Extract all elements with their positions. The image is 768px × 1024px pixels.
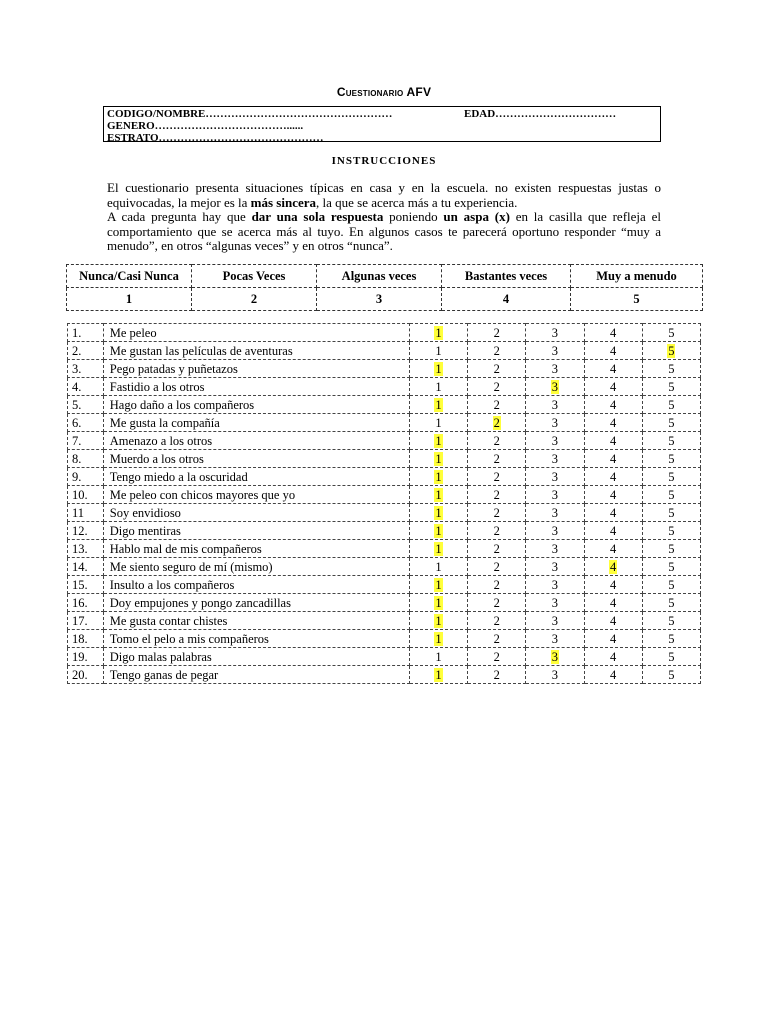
answer-option-2[interactable] xyxy=(468,630,526,648)
scale-labels-row xyxy=(67,265,703,288)
answer-option-label: 4 xyxy=(610,415,617,430)
answer-option-label: 1 xyxy=(435,379,442,394)
answer-option-label: 2 xyxy=(493,487,500,502)
item-statement: Me peleo con chicos mayores que yo xyxy=(103,486,409,504)
answer-option-1[interactable] xyxy=(409,522,467,540)
item-row xyxy=(68,504,701,522)
answer-option-4[interactable] xyxy=(584,414,642,432)
answer-option-label: 1 xyxy=(435,649,442,664)
answer-option-2[interactable] xyxy=(468,360,526,378)
answer-option-label: 2 xyxy=(493,523,500,538)
answer-option-4[interactable] xyxy=(584,432,642,450)
answer-option-label: 2 xyxy=(493,325,500,340)
answer-option-2[interactable] xyxy=(468,432,526,450)
answer-option-label: 3 xyxy=(551,487,559,502)
answer-option-label: 5 xyxy=(668,469,675,484)
answer-option-label: 1 xyxy=(435,559,442,574)
answer-option-3[interactable] xyxy=(526,342,584,360)
answer-option-4[interactable] xyxy=(584,576,642,594)
item-number: 20. xyxy=(68,666,104,684)
answer-option-5[interactable] xyxy=(642,324,700,342)
answer-option-5[interactable] xyxy=(642,378,700,396)
answer-option-label: 5 xyxy=(668,325,675,340)
answer-option-label: 4 xyxy=(610,469,617,484)
item-row xyxy=(68,414,701,432)
item-row xyxy=(68,486,701,504)
answer-option-5[interactable] xyxy=(642,648,700,666)
answer-option-3[interactable] xyxy=(526,594,584,612)
answer-option-label: 3 xyxy=(551,577,559,592)
selected-answer-mark: 1 xyxy=(435,325,442,340)
item-row xyxy=(68,558,701,576)
answer-option-3[interactable] xyxy=(526,576,584,594)
answer-option-label: 3 xyxy=(551,415,559,430)
item-row xyxy=(68,666,701,684)
answer-option-label: 3 xyxy=(551,433,559,448)
selected-answer-mark: 1 xyxy=(435,433,442,448)
item-number: 15. xyxy=(68,576,104,594)
item-statement: Hablo mal de mis compañeros xyxy=(103,540,409,558)
answer-option-label: 5 xyxy=(668,577,675,592)
answer-option-3[interactable] xyxy=(526,396,584,414)
answer-option-1[interactable] xyxy=(409,342,467,360)
answer-option-2[interactable] xyxy=(468,504,526,522)
answer-option-label: 3 xyxy=(551,397,559,412)
instructions-text xyxy=(107,181,661,254)
selected-answer-mark: 1 xyxy=(435,397,442,412)
answer-option-4[interactable] xyxy=(584,540,642,558)
answer-option-label: 3 xyxy=(551,325,559,340)
answer-option-5[interactable] xyxy=(642,522,700,540)
item-number: 8. xyxy=(68,450,104,468)
selected-answer-mark: 1 xyxy=(435,523,442,538)
item-row xyxy=(68,396,701,414)
answer-option-label: 5 xyxy=(668,451,675,466)
answer-option-label: 4 xyxy=(610,505,617,520)
answer-option-label: 4 xyxy=(610,595,617,610)
item-statement: Fastidio a los otros xyxy=(103,378,409,396)
answer-option-2[interactable] xyxy=(468,324,526,342)
scale-label-1: Nunca/Casi Nunca xyxy=(67,265,192,288)
item-number: 7. xyxy=(68,432,104,450)
instructions-paragraph-1: El cuestionario presenta situaciones típicas en casa y en la escuela. no existen respuestas justas o equivocadas, la mejor es la más sincera, la que se acerca más a tu experiencia. xyxy=(107,180,661,210)
answer-option-2[interactable] xyxy=(468,522,526,540)
answer-option-4[interactable] xyxy=(584,450,642,468)
item-statement: Me gustan las películas de aventuras xyxy=(103,342,409,360)
answer-option-label: 2 xyxy=(493,469,500,484)
answer-option-1[interactable] xyxy=(409,576,467,594)
codigo-field[interactable]: CODIGO/NOMBRE…………………………………………… xyxy=(107,108,393,120)
questionnaire-items-table xyxy=(67,323,701,684)
item-row xyxy=(68,378,701,396)
selected-answer-mark: 1 xyxy=(435,613,442,628)
selected-answer-mark: 3 xyxy=(551,649,559,664)
selected-answer-mark: 1 xyxy=(435,577,442,592)
answer-option-2[interactable] xyxy=(468,378,526,396)
item-statement: Tengo miedo a la oscuridad xyxy=(103,468,409,486)
item-statement: Digo mentiras xyxy=(103,522,409,540)
answer-option-4[interactable] xyxy=(584,342,642,360)
answer-option-3[interactable] xyxy=(526,504,584,522)
answer-option-2[interactable] xyxy=(468,666,526,684)
answer-option-label: 5 xyxy=(668,487,675,502)
answer-option-2[interactable] xyxy=(468,648,526,666)
item-row xyxy=(68,648,701,666)
scale-value-4: 4 xyxy=(442,288,571,311)
answer-option-5[interactable] xyxy=(642,486,700,504)
answer-option-label: 5 xyxy=(668,397,675,412)
answer-option-2[interactable] xyxy=(468,540,526,558)
selected-answer-mark: 5 xyxy=(668,343,675,358)
answer-option-3[interactable] xyxy=(526,540,584,558)
scale-value-3: 3 xyxy=(317,288,442,311)
scale-label-5: Muy a menudo xyxy=(571,265,703,288)
answer-option-2[interactable] xyxy=(468,486,526,504)
answer-option-label: 3 xyxy=(551,595,559,610)
answer-option-label: 3 xyxy=(551,559,559,574)
answer-option-label: 4 xyxy=(610,379,617,394)
item-number: 5. xyxy=(68,396,104,414)
scale-value-2: 2 xyxy=(192,288,317,311)
genero-field[interactable]: GENERO………………………………...... xyxy=(107,120,304,132)
answer-option-2[interactable] xyxy=(468,414,526,432)
scale-label-2: Pocas Veces xyxy=(192,265,317,288)
item-statement: Me peleo xyxy=(103,324,409,342)
item-number: 6. xyxy=(68,414,104,432)
item-number: 9. xyxy=(68,468,104,486)
answer-option-3[interactable] xyxy=(526,360,584,378)
answer-option-1[interactable] xyxy=(409,396,467,414)
answer-option-label: 3 xyxy=(551,451,559,466)
answer-option-4[interactable] xyxy=(584,612,642,630)
answer-option-3[interactable] xyxy=(526,432,584,450)
answer-option-5[interactable] xyxy=(642,666,700,684)
answer-option-2[interactable] xyxy=(468,468,526,486)
answer-option-3[interactable] xyxy=(526,486,584,504)
item-statement: Muerdo a los otros xyxy=(103,450,409,468)
item-statement: Amenazo a los otros xyxy=(103,432,409,450)
item-row xyxy=(68,360,701,378)
scale-label-3: Algunas veces xyxy=(317,265,442,288)
answer-option-4[interactable] xyxy=(584,486,642,504)
answer-option-label: 5 xyxy=(668,379,675,394)
answer-option-label: 3 xyxy=(551,505,559,520)
answer-option-2[interactable] xyxy=(468,342,526,360)
answer-option-label: 5 xyxy=(668,631,675,646)
answer-option-2[interactable] xyxy=(468,594,526,612)
answer-option-label: 4 xyxy=(610,577,617,592)
item-statement: Hago daño a los compañeros xyxy=(103,396,409,414)
answer-option-3[interactable] xyxy=(526,648,584,666)
answer-option-2[interactable] xyxy=(468,450,526,468)
answer-option-1[interactable] xyxy=(409,612,467,630)
response-scale-table xyxy=(66,264,703,311)
item-row xyxy=(68,468,701,486)
answer-option-2[interactable] xyxy=(468,576,526,594)
edad-field[interactable]: EDAD…………………………… xyxy=(464,108,617,120)
item-number: 18. xyxy=(68,630,104,648)
answer-option-3[interactable] xyxy=(526,630,584,648)
student-info-box xyxy=(103,106,661,142)
answer-option-label: 2 xyxy=(493,433,500,448)
selected-answer-mark: 3 xyxy=(551,379,559,394)
answer-option-1[interactable] xyxy=(409,486,467,504)
answer-option-label: 3 xyxy=(551,613,559,628)
answer-option-5[interactable] xyxy=(642,612,700,630)
answer-option-label: 2 xyxy=(493,361,500,376)
answer-option-1[interactable] xyxy=(409,450,467,468)
answer-option-5[interactable] xyxy=(642,360,700,378)
item-row xyxy=(68,342,701,360)
selected-answer-mark: 4 xyxy=(610,559,617,574)
answer-option-label: 4 xyxy=(610,667,617,682)
answer-option-1[interactable] xyxy=(409,324,467,342)
answer-option-label: 5 xyxy=(668,613,675,628)
answer-option-label: 2 xyxy=(493,343,500,358)
answer-option-5[interactable] xyxy=(642,432,700,450)
item-statement: Pego patadas y puñetazos xyxy=(103,360,409,378)
item-row xyxy=(68,540,701,558)
instructions-heading: INSTRUCCIONES xyxy=(331,155,437,167)
answer-option-5[interactable] xyxy=(642,450,700,468)
selected-answer-mark: 1 xyxy=(435,469,442,484)
answer-option-label: 4 xyxy=(610,541,617,556)
answer-option-1[interactable] xyxy=(409,594,467,612)
answer-option-label: 2 xyxy=(493,379,500,394)
answer-option-label: 4 xyxy=(610,613,617,628)
item-number: 13. xyxy=(68,540,104,558)
answer-option-3[interactable] xyxy=(526,666,584,684)
answer-option-5[interactable] xyxy=(642,576,700,594)
scale-value-5: 5 xyxy=(571,288,703,311)
answer-option-label: 4 xyxy=(610,487,617,502)
selected-answer-mark: 1 xyxy=(435,541,442,556)
answer-option-label: 4 xyxy=(610,361,617,376)
answer-option-5[interactable] xyxy=(642,630,700,648)
answer-option-label: 3 xyxy=(551,523,559,538)
answer-option-4[interactable] xyxy=(584,378,642,396)
selected-answer-mark: 1 xyxy=(435,595,442,610)
answer-option-4[interactable] xyxy=(584,396,642,414)
answer-option-label: 2 xyxy=(493,451,500,466)
answer-option-1[interactable] xyxy=(409,432,467,450)
answer-option-label: 5 xyxy=(668,415,675,430)
selected-answer-mark: 1 xyxy=(435,667,442,682)
answer-option-5[interactable] xyxy=(642,540,700,558)
answer-option-3[interactable] xyxy=(526,414,584,432)
selected-answer-mark: 1 xyxy=(435,505,442,520)
answer-option-label: 5 xyxy=(668,649,675,664)
answer-option-4[interactable] xyxy=(584,468,642,486)
answer-option-4[interactable] xyxy=(584,648,642,666)
answer-option-2[interactable] xyxy=(468,396,526,414)
selected-answer-mark: 2 xyxy=(493,415,500,430)
scale-label-4: Bastantes veces xyxy=(442,265,571,288)
answer-option-1[interactable] xyxy=(409,504,467,522)
answer-option-4[interactable] xyxy=(584,594,642,612)
instructions-paragraph-2: A cada pregunta hay que dar una sola respuesta poniendo un aspa (x) en la casilla que refleja el comportamiento que se acerca más al tuyo. En algunos casos te parecerá oportuno responder “muy a menudo”, en otros “algunas veces” y en otros “nunca”. xyxy=(107,209,661,253)
answer-option-label: 4 xyxy=(610,631,617,646)
item-row xyxy=(68,432,701,450)
document-title xyxy=(0,85,768,99)
answer-option-3[interactable] xyxy=(526,558,584,576)
answer-option-label: 4 xyxy=(610,451,617,466)
answer-option-4[interactable] xyxy=(584,360,642,378)
item-statement: Tomo el pelo a mis compañeros xyxy=(103,630,409,648)
answer-option-label: 2 xyxy=(493,667,500,682)
item-statement: Me gusta la compañía xyxy=(103,414,409,432)
selected-answer-mark: 1 xyxy=(435,451,442,466)
selected-answer-mark: 1 xyxy=(435,361,442,376)
answer-option-label: 4 xyxy=(610,397,617,412)
answer-option-label: 3 xyxy=(551,631,559,646)
answer-option-label: 2 xyxy=(493,613,500,628)
answer-option-label: 2 xyxy=(493,541,500,556)
answer-option-4[interactable] xyxy=(584,522,642,540)
answer-option-1[interactable] xyxy=(409,414,467,432)
item-statement: Digo malas palabras xyxy=(103,648,409,666)
answer-option-label: 1 xyxy=(435,343,442,358)
answer-option-2[interactable] xyxy=(468,612,526,630)
answer-option-label: 2 xyxy=(493,595,500,610)
answer-option-label: 4 xyxy=(610,433,617,448)
answer-option-label: 2 xyxy=(493,397,500,412)
answer-option-label: 5 xyxy=(668,361,675,376)
answer-option-5[interactable] xyxy=(642,468,700,486)
answer-option-label: 3 xyxy=(551,469,559,484)
answer-option-3[interactable] xyxy=(526,324,584,342)
item-number: 1. xyxy=(68,324,104,342)
answer-option-1[interactable] xyxy=(409,666,467,684)
answer-option-1[interactable] xyxy=(409,558,467,576)
estrato-field[interactable]: ESTRATO……………………………………… xyxy=(107,132,324,144)
answer-option-label: 5 xyxy=(668,559,675,574)
answer-option-4[interactable] xyxy=(584,324,642,342)
answer-option-label: 2 xyxy=(493,559,500,574)
answer-option-label: 5 xyxy=(668,595,675,610)
answer-option-label: 2 xyxy=(493,577,500,592)
answer-option-1[interactable] xyxy=(409,468,467,486)
item-row xyxy=(68,522,701,540)
answer-option-4[interactable] xyxy=(584,666,642,684)
answer-option-5[interactable] xyxy=(642,558,700,576)
answer-option-1[interactable] xyxy=(409,360,467,378)
answer-option-1[interactable] xyxy=(409,378,467,396)
scale-value-1: 1 xyxy=(67,288,192,311)
item-number: 14. xyxy=(68,558,104,576)
item-statement: Me gusta contar chistes xyxy=(103,612,409,630)
answer-option-label: 4 xyxy=(610,649,617,664)
answer-option-label: 3 xyxy=(551,361,559,376)
answer-option-3[interactable] xyxy=(526,378,584,396)
answer-option-label: 4 xyxy=(610,343,617,358)
selected-answer-mark: 1 xyxy=(435,487,442,502)
answer-option-5[interactable] xyxy=(642,594,700,612)
answer-option-label: 4 xyxy=(610,325,617,340)
item-row xyxy=(68,576,701,594)
answer-option-3[interactable] xyxy=(526,612,584,630)
answer-option-label: 5 xyxy=(668,505,675,520)
answer-option-label: 3 xyxy=(551,343,559,358)
answer-option-label: 5 xyxy=(668,433,675,448)
item-statement: Doy empujones y pongo zancadillas xyxy=(103,594,409,612)
answer-option-3[interactable] xyxy=(526,522,584,540)
item-number: 3. xyxy=(68,360,104,378)
item-statement: Soy envidioso xyxy=(103,504,409,522)
title-prefix: Cuestionario xyxy=(336,85,404,99)
title-suffix: AFV xyxy=(406,85,432,99)
answer-option-5[interactable] xyxy=(642,396,700,414)
answer-option-label: 3 xyxy=(551,541,559,556)
answer-option-4[interactable] xyxy=(584,630,642,648)
answer-option-label: 4 xyxy=(610,523,617,538)
answer-option-5[interactable] xyxy=(642,342,700,360)
item-number: 16. xyxy=(68,594,104,612)
item-row xyxy=(68,324,701,342)
item-number: 4. xyxy=(68,378,104,396)
item-statement: Me siento seguro de mí (mismo) xyxy=(103,558,409,576)
answer-option-4[interactable] xyxy=(584,558,642,576)
answer-option-label: 5 xyxy=(668,523,675,538)
answer-option-5[interactable] xyxy=(642,414,700,432)
item-number: 19. xyxy=(68,648,104,666)
answer-option-2[interactable] xyxy=(468,558,526,576)
answer-option-label: 5 xyxy=(668,667,675,682)
item-statement: Insulto a los compañeros xyxy=(103,576,409,594)
item-row xyxy=(68,450,701,468)
answer-option-1[interactable] xyxy=(409,540,467,558)
answer-option-1[interactable] xyxy=(409,648,467,666)
answer-option-label: 1 xyxy=(435,415,442,430)
answer-option-5[interactable] xyxy=(642,504,700,522)
answer-option-label: 2 xyxy=(493,505,500,520)
answer-option-label: 2 xyxy=(493,631,500,646)
scale-values-row xyxy=(67,288,703,311)
item-number: 2. xyxy=(68,342,104,360)
item-row xyxy=(68,612,701,630)
item-number: 10. xyxy=(68,486,104,504)
answer-option-label: 2 xyxy=(493,649,500,664)
item-row xyxy=(68,630,701,648)
answer-option-3[interactable] xyxy=(526,468,584,486)
answer-option-label: 5 xyxy=(668,541,675,556)
answer-option-1[interactable] xyxy=(409,630,467,648)
item-number: 12. xyxy=(68,522,104,540)
answer-option-4[interactable] xyxy=(584,504,642,522)
answer-option-label: 3 xyxy=(551,667,559,682)
answer-option-3[interactable] xyxy=(526,450,584,468)
selected-answer-mark: 1 xyxy=(435,631,442,646)
item-statement: Tengo ganas de pegar xyxy=(103,666,409,684)
item-row xyxy=(68,594,701,612)
item-number: 17. xyxy=(68,612,104,630)
item-number: 11 xyxy=(68,504,104,522)
